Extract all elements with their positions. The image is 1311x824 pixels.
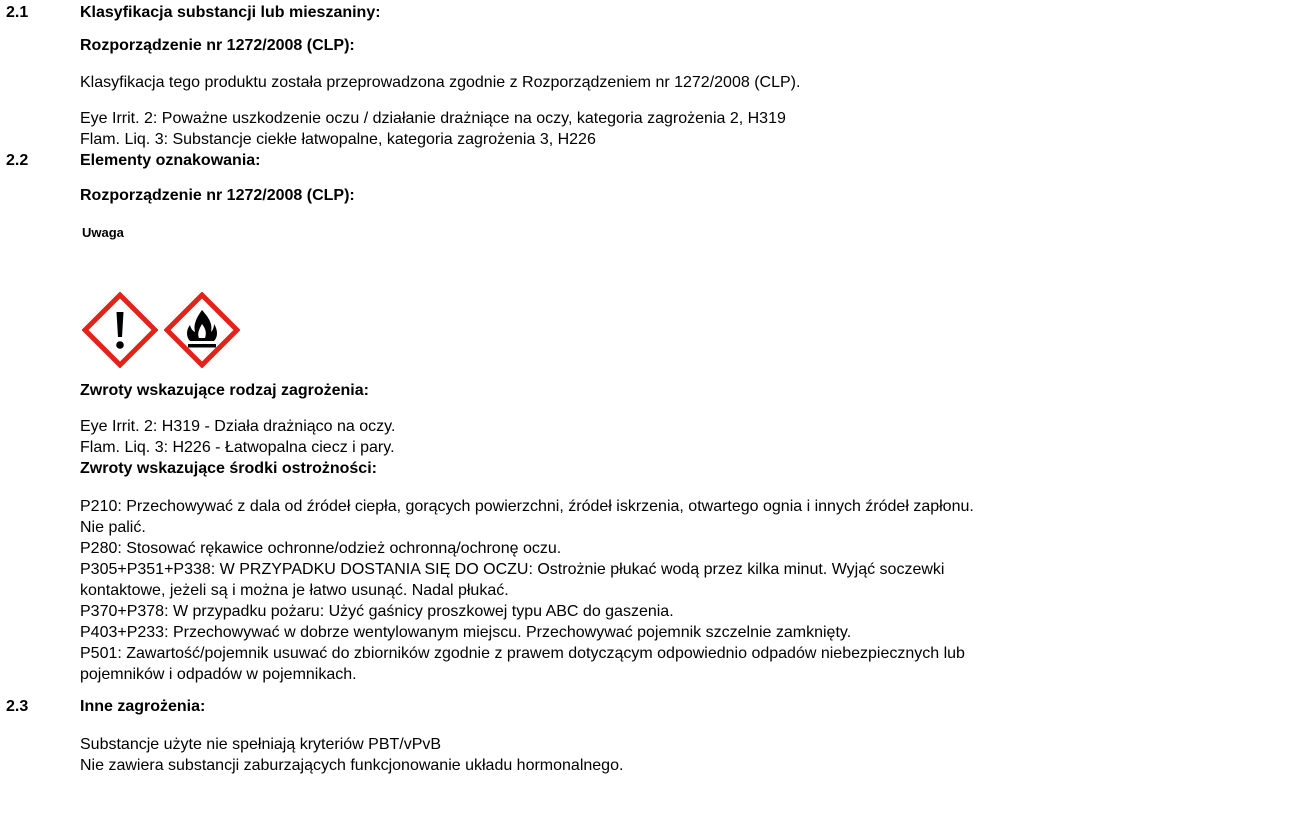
regulation-heading: Rozporządzenie nr 1272/2008 (CLP): bbox=[80, 187, 355, 204]
other-hazard-line: Nie zawiera substancji zaburzających funkcjonowanie układu hormonalnego. bbox=[80, 757, 624, 774]
precaution-line: Nie palić. bbox=[80, 519, 146, 536]
classification-line: Eye Irrit. 2: Poważne uszkodzenie oczu / działanie drażniące na oczy, kategoria zagrożenia 2, H319 bbox=[80, 110, 786, 127]
section-title: Inne zagrożenia: bbox=[80, 698, 206, 715]
precaution-line: P210: Przechowywać z dala od źródeł ciepła, gorących powierzchni, źródeł iskrzenia, otwartego ognia i innych źródeł zapłonu. bbox=[80, 498, 974, 515]
precaution-line: P370+P378: W przypadku pożaru: Użyć gaśnicy proszkowej typu ABC do gaszenia. bbox=[80, 603, 674, 620]
other-hazard-line: Substancje użyte nie spełniają kryteriów PBT/vPvB bbox=[80, 736, 442, 753]
precaution-line: kontaktowe, jeżeli są i można je łatwo usunąć. Nadal płukać. bbox=[80, 582, 509, 599]
classification-statement: Klasyfikacja tego produktu została przeprowadzona zgodnie z Rozporządzeniem nr 1272/2008 (CLP). bbox=[80, 74, 801, 91]
flame-icon bbox=[164, 292, 240, 368]
precaution-line: P403+P233: Przechowywać w dobrze wentylowanym miejscu. Przechowywać pojemnik szczelnie zamknięty. bbox=[80, 624, 852, 641]
precaution-list bbox=[80, 496, 974, 685]
section-number: 2.3 bbox=[6, 698, 29, 715]
hazard-statements-heading: Zwroty wskazujące rodzaj zagrożenia: bbox=[80, 382, 369, 399]
precaution-line: P280: Stosować rękawice ochronne/odzież ochronną/ochronę oczu. bbox=[80, 540, 562, 557]
section-number: 2.2 bbox=[6, 152, 29, 169]
hazard-statements-list bbox=[80, 416, 395, 458]
exclamation-mark-icon bbox=[82, 292, 158, 368]
precaution-line: P305+P351+P338: W PRZYPADKU DOSTANIA SIĘ DO OCZU: Ostrożnie płukać wodą przez kilka minut. Wyjąć soczewki bbox=[80, 561, 945, 578]
classification-list bbox=[80, 108, 786, 150]
classification-line: Flam. Liq. 3: Substancje ciekłe łatwopalne, kategoria zagrożenia 3, H226 bbox=[80, 131, 596, 148]
section-title: Elementy oznakowania: bbox=[80, 152, 261, 169]
section-title: Klasyfikacja substancji lub mieszaniny: bbox=[80, 4, 381, 21]
section-number: 2.1 bbox=[6, 4, 29, 21]
hazard-statement: Flam. Liq. 3: H226 - Łatwopalna ciecz i pary. bbox=[80, 439, 395, 456]
signal-word: Uwaga bbox=[82, 225, 124, 240]
hazard-statement: Eye Irrit. 2: H319 - Działa drażniąco na oczy. bbox=[80, 418, 396, 435]
regulation-heading: Rozporządzenie nr 1272/2008 (CLP): bbox=[80, 37, 355, 54]
other-hazards-list bbox=[80, 734, 623, 776]
precaution-line: P501: Zawartość/pojemnik usuwać do zbiorników zgodnie z prawem dotyczącym odpowiednio odpadów niebezpiecznych lub bbox=[80, 645, 965, 662]
precaution-line: pojemników i odpadów w pojemnikach. bbox=[80, 666, 357, 683]
precaution-heading: Zwroty wskazujące środki ostrożności: bbox=[80, 460, 377, 477]
